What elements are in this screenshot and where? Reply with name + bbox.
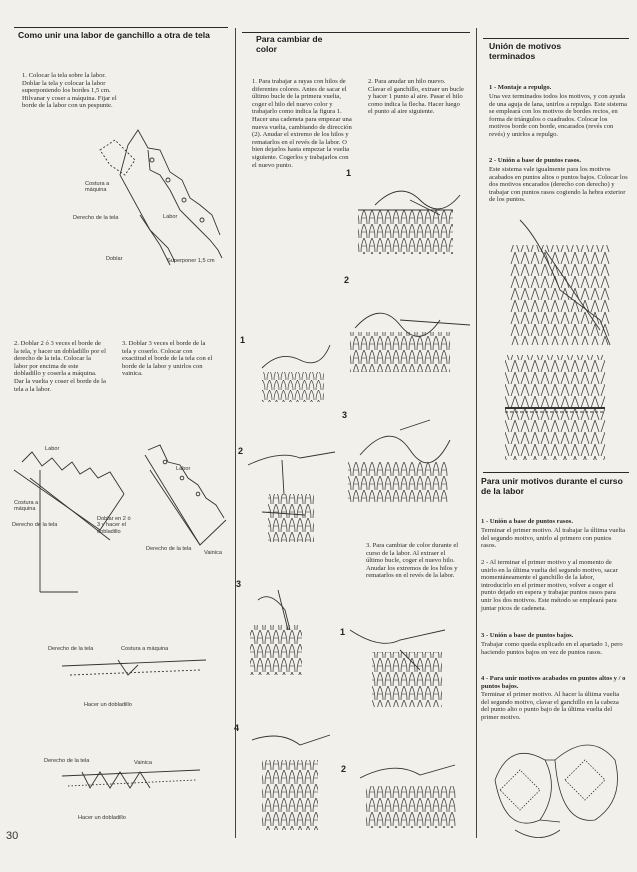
fig4-label-derecho: Derecho de la tela xyxy=(44,758,90,764)
col3-b3: Trabajar como queda explicado en el apartado 1, pero haciendo puntos bajos en vez de puntos rasos. xyxy=(481,641,623,656)
col3-b2: 2 - Al terminar el primer motivo y al momento de unirlo en la última vuelta del segundo motivo, sacar momentáneamente el ganchillo de la labor, introducirlo en el primer motivo, volver a coger el punto dejado en espera y trabajar puntos rasos para unir los dos motivos. Este método se empleará para juntar picos de cadeneta. xyxy=(481,559,618,612)
col3-b1: Terminar el primer motivo. Al trabajar la última vuelta del segundo motivo, unirlo al primero con puntos rasos. xyxy=(481,527,626,550)
col1-step1: 1. Colocar la tela sobre la labor. Doblar la tela y colocar la labor superponiendo los bordes 1,5 cm. Hilvanar y coser a máquina. Fijar el borde de la labor con un pespunte. xyxy=(22,72,117,110)
fig4-caption: Hacer un dobladillo xyxy=(78,815,126,821)
col3-heading1: Unión de motivos terminados xyxy=(489,41,562,61)
fig2-label-vainica: Vainica xyxy=(204,550,222,556)
col2-fig-num-3a: 3 xyxy=(342,410,348,420)
col3-item2: Este sistema vale igualmente para los motivos acabados en puntos altos o puntos bajos. Colocar los dos motivos encarados (derecho con derecho) y trabajar con puntos rasos cogiendo la hebra exterior de los puntos. xyxy=(489,166,628,204)
fig2-label-labor-left: Labor xyxy=(45,446,60,452)
col2-fig-num-2b: 2 xyxy=(238,446,244,456)
fig1-label-derecho: Derecho de la tela xyxy=(73,215,119,221)
col3-item1-title: 1 - Montaje a repulgo. xyxy=(489,84,552,91)
col2-fig-num-1a: 1 xyxy=(346,168,352,178)
col3-item2-title: 2 - Unión a base de puntos rasos. xyxy=(489,157,581,164)
fig2-label-costura: Costura a máquina xyxy=(14,500,39,513)
col2-fig-num-1b: 1 xyxy=(240,335,246,345)
fig4-label-vainica: Vainica xyxy=(134,760,152,766)
col3-b3-title: 3 - Unión a base de puntos bajos. xyxy=(481,632,574,639)
col2-fig-num-2c: 2 xyxy=(341,764,347,774)
col2-fig-num-1c: 1 xyxy=(340,627,346,637)
col2-step2: 2. Para anudar un hilo nuevo. Clavar el ganchillo, extraer un bucle y hacer 1 punto al aire. Pasar el hilo como indica la flecha. Hacer luego el punto al aire siguiente. xyxy=(368,78,464,116)
col1-step3: 3. Doblar 3 veces el borde de la tela y coserlo. Colocar con exactitud el borde de la tela con el borde de la labor y unirlos con vainica. xyxy=(122,340,213,378)
fig2-label-doblar: Doblar en 2 ó 3 y hacer el dobladillo xyxy=(97,516,131,535)
fig3-label-costura: Costura a máquina xyxy=(121,646,169,652)
fig2-label-derecho2: Derecho de la tela xyxy=(146,546,192,552)
fig3-caption: Hacer un dobladillo xyxy=(84,702,132,708)
col2-fig-num-2a: 2 xyxy=(344,275,350,285)
col3-b1-title: 1 - Unión a base de puntos rasos. xyxy=(481,518,573,525)
col3-b4-title: 4 - Para unir motivos acabados en puntos altos y / o puntos bajos. xyxy=(481,675,626,690)
col1-heading: Como unir una labor de ganchillo a otra de tela xyxy=(18,30,210,40)
col2-fig-num-4b: 4 xyxy=(234,723,240,733)
page-number: 30 xyxy=(6,830,19,842)
fig1-label-doblar: Doblar xyxy=(106,256,123,262)
col3-heading2: Para unir motivos durante el curso de la labor xyxy=(481,476,623,496)
col2-fig-num-3b: 3 xyxy=(236,579,242,589)
fig3-label-derecho: Derecho de la tela xyxy=(48,646,94,652)
fig1-label-labor: Labor xyxy=(163,214,178,220)
col2-step3: 3. Para cambiar de color durante el curso de la labor. Al extraer el último bucle, coger el nuevo hilo. Anudar los extremos de los hilos y rematarlos en el revés de la labor. xyxy=(366,542,459,580)
fig1-label-costura: Costura a máquina xyxy=(85,181,110,194)
col3-b4: Terminar el primer motivo. Al hacer la última vuelta del segundo motivo, clavar el ganchillo en la cabeza del punto alto o punto bajo de la última vuelta del primer motivo. xyxy=(481,691,620,721)
fig2-label-labor-right: Labor xyxy=(176,466,191,472)
col1-step2: 2. Doblar 2 ó 3 veces el borde de la tela, y hacer un dobladillo por el derecho de la tela. Colocar la labor por encima de este dobladillo y coserla a máquina. Dar la vuelta y coser el borde de la tela a la labor. xyxy=(14,340,106,393)
fig2-label-derecho: Derecho de la tela xyxy=(12,522,58,528)
col2-step1: 1. Para trabajar a rayas con hilos de diferentes colores. Antes de sacar el último bucle de la primera vuelta, coger el hilo del nuevo color y trabajarlo como indica la figura 1. Hacer una cadeneta para empezar una nueva vuelta, cambiando de dirección (2). Anudar el extremo de los hilos y rematarlos en el revés de la labor. O bien dejarlos hasta empezar la vuelta siguiente. Cogerlos y trabajarlos con el nuevo punto. xyxy=(252,78,352,169)
col2-heading: Para cambiar de color xyxy=(256,34,323,54)
fig1-label-superponer: Superponer 1,5 cm xyxy=(167,258,215,264)
col3-item1: Una vez terminados todos los motivos, y con ayuda de una aguja de lana, unirlos a repulgo. Este sistema se empleará con los motivos de bordes rectos, en forma de triángulos o cuadrados. Colocar los motivos borde con borde, encarados (revés con revés) y unirlos a repulgo. xyxy=(489,93,627,138)
